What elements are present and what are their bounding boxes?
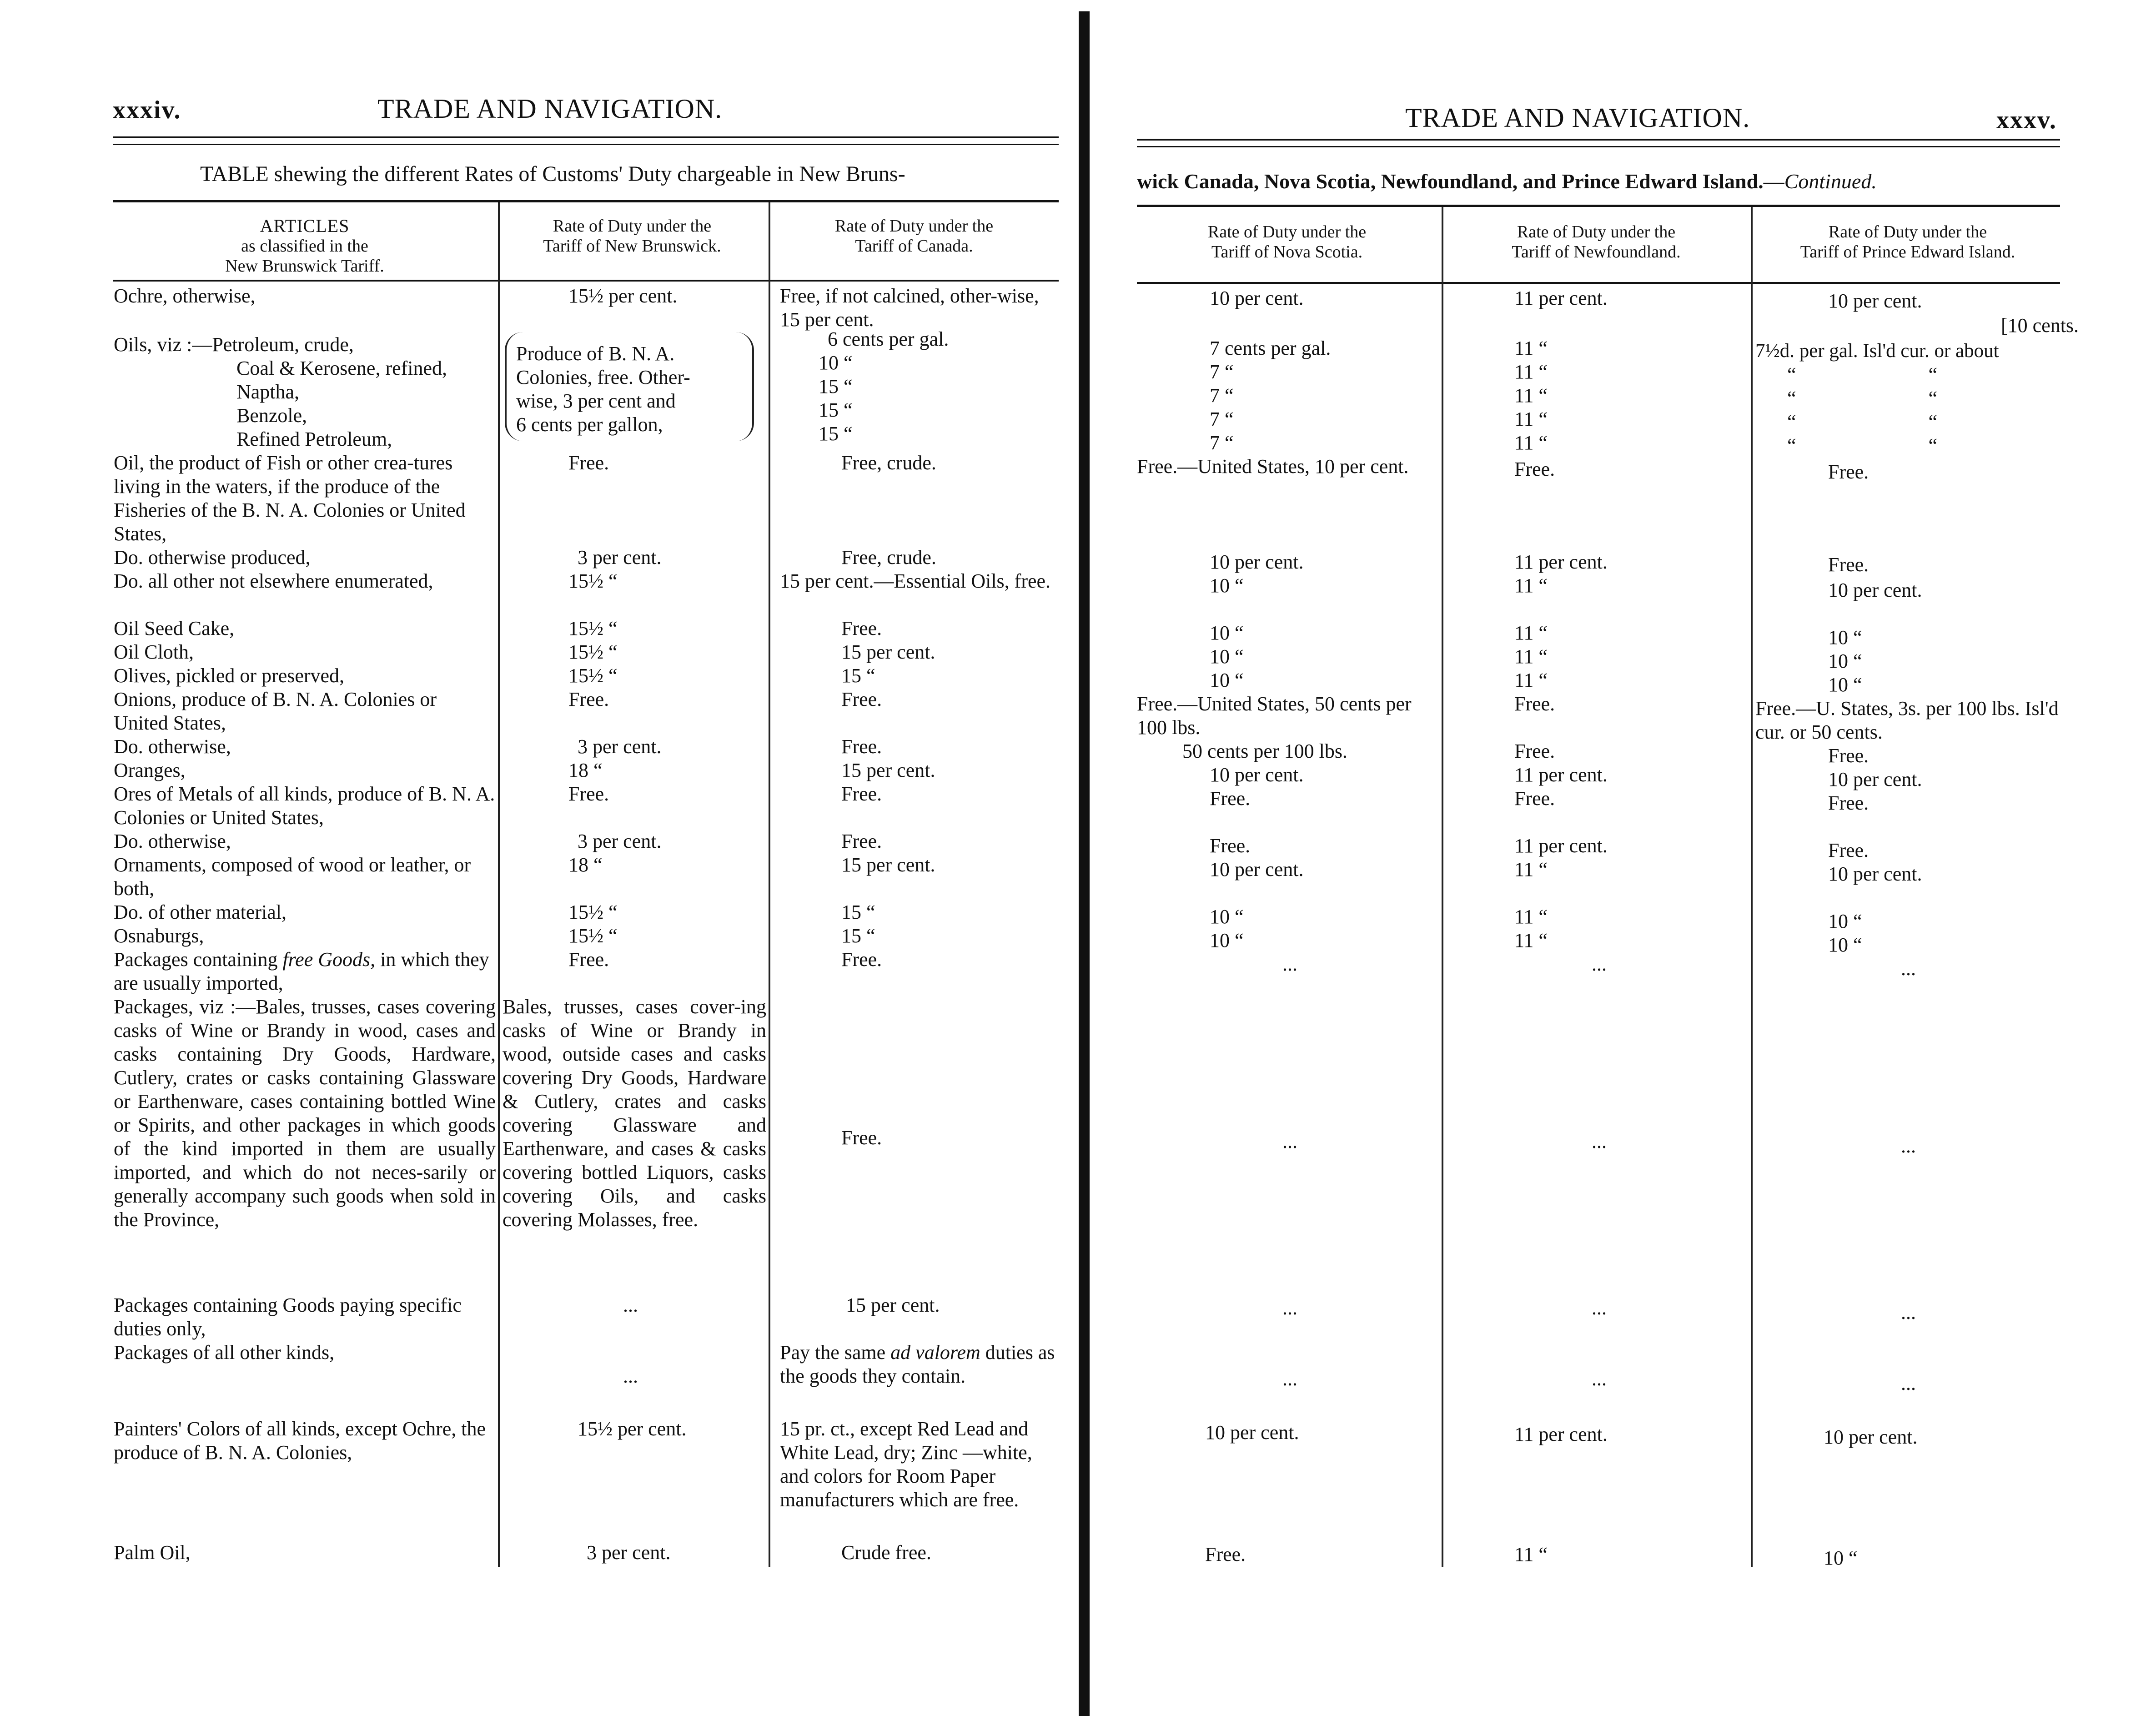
row-oils-sub-3: Benzole, [236, 404, 307, 427]
r-do-otherwise-pe: Free. [1828, 554, 1869, 576]
row-oil-seed-cake-article: Oil Seed Cake, [114, 617, 235, 639]
r-pkg-all-nf: ... [1592, 1368, 1607, 1390]
right-head-rule-2 [1137, 146, 2060, 147]
r-seed-cake-nf: 11 “ [1514, 622, 1548, 644]
r-pkg-specific-pe: ... [1901, 1301, 1916, 1323]
r-orn-do-pe: 10 “ [1828, 910, 1862, 932]
row-oils-nb-4: 6 cents per gallon, [516, 413, 663, 436]
col-header-nf-line2: Tariff of Newfoundland. [1512, 242, 1681, 262]
row-pkg-all-ca [780, 1341, 1057, 1388]
row-ores-do-ca: Free. [841, 830, 882, 852]
r-onions-do-nf: Free. [1514, 740, 1555, 762]
r-oils-nf-5: 11 “ [1514, 432, 1548, 454]
r-oils-nf-3: 11 “ [1514, 384, 1548, 407]
r-oils-pe-3: “ “ [1787, 387, 1938, 409]
r-ores-do-nf: 11 per cent. [1514, 835, 1608, 857]
r-ores-do-pe: Free. [1828, 839, 1869, 861]
r-ornaments-ns: 10 per cent. [1210, 858, 1304, 881]
r-oils-nf-4: 11 “ [1514, 408, 1548, 430]
row-palm-article: Palm Oil, [114, 1541, 191, 1564]
r-oils-pe-1: 7½d. per gal. Isl'd cur. or about [1755, 340, 1999, 362]
right-head-rule-1 [1137, 139, 2060, 141]
r-ochre-pe-note: [10 cents. [2001, 314, 2079, 337]
row-oils-ca-3: 15 “ [819, 375, 853, 398]
row-do-otherwise-ca: Free, crude. [841, 546, 936, 569]
r-pkg-specific-ns: ... [1282, 1297, 1297, 1319]
row-do-otherwise-nb: 3 per cent. [578, 546, 662, 569]
r-pkg-viz-ns: ... [1282, 1130, 1297, 1152]
r-pkg-free-nf: ... [1592, 953, 1607, 975]
r-palm-ns: Free. [1205, 1543, 1246, 1565]
r-olives-ns: 10 “ [1210, 669, 1244, 691]
row-oils-nb-2: Colonies, free. Other- [516, 366, 690, 388]
row-oils-ca-5: 15 “ [819, 423, 853, 445]
row-pkg-free-nb: Free. [568, 948, 609, 971]
row-do-all-other-article: Do. all other not elsewhere enumerated, [114, 570, 433, 592]
col-header-canada [773, 216, 1055, 256]
r-cloth-pe: 10 “ [1828, 650, 1862, 672]
row-onions-do-nb: 3 per cent. [578, 735, 662, 758]
r-ores-ns: Free. [1210, 787, 1251, 810]
r-painters-pe: 10 per cent. [1824, 1426, 1918, 1448]
left-caption-rule [113, 200, 1059, 202]
r-ornaments-pe: 10 per cent. [1828, 863, 1922, 885]
pkg-all-ca-b: duties as the goods they contain. [780, 1341, 1055, 1387]
r-ores-do-ns: Free. [1210, 835, 1251, 857]
row-osnaburgs-ca: 15 “ [841, 925, 875, 947]
caption-continued: Continued. [1784, 170, 1877, 193]
r-osnaburgs-nf: 11 “ [1514, 929, 1548, 951]
r-fish-pe: Free. [1828, 461, 1869, 483]
row-pkg-free-ca: Free. [841, 948, 882, 971]
row-oils-ca-4: 15 “ [819, 399, 853, 421]
col-header-new-brunswick [500, 216, 764, 256]
left-page-number: xxxiv. [113, 96, 181, 124]
col-header-ns-line1: Rate of Duty under the [1207, 222, 1367, 242]
row-oil-seed-cake-ca: Free. [841, 617, 882, 639]
row-oils-sub-2: Naptha, [236, 381, 300, 403]
r-oils-ns-2: 7 “ [1210, 361, 1234, 383]
r-oils-pe-2: “ “ [1787, 363, 1938, 386]
r-ochre-nf: 11 per cent. [1514, 287, 1608, 309]
row-oil-fish-ca: Free, crude. [841, 452, 936, 474]
r-do-otherwise-nf: 11 per cent. [1514, 551, 1608, 573]
row-osnaburgs-nb: 15½ “ [568, 925, 618, 947]
row-olives-ca: 15 “ [841, 664, 875, 687]
r-do-all-other-ns: 10 “ [1210, 574, 1244, 597]
row-onions-nb: Free. [568, 688, 609, 710]
row-pkg-specific-article: Packages containing Goods paying specific duties only, [114, 1294, 462, 1340]
col-header-articles [114, 216, 496, 276]
col-header-pei [1755, 222, 2060, 262]
row-pkg-specific-ca: 15 per cent. [846, 1294, 940, 1316]
r-painters-ns: 10 per cent. [1205, 1421, 1299, 1444]
col-header-ca-line2: Tariff of Canada. [855, 237, 973, 256]
col-header-ns-line2: Tariff of Nova Scotia. [1211, 242, 1363, 262]
row-oranges-article: Oranges, [114, 759, 186, 781]
row-ores-do-nb: 3 per cent. [578, 830, 662, 852]
right-header-rule [1137, 282, 2060, 284]
row-pkg-all-article: Packages of all other kinds, [114, 1341, 335, 1364]
book-gutter [1079, 11, 1090, 1716]
r-oils-ns-5: 7 “ [1210, 432, 1234, 454]
row-ornaments-article: Ornaments, composed of wood or leather, or both, [114, 854, 471, 900]
row-olives-article: Olives, pickled or preserved, [114, 664, 345, 687]
col-header-nb-line2: Tariff of New Brunswick. [543, 237, 721, 256]
row-oils-sub-4: Refined Petroleum, [236, 428, 392, 450]
row-oils-ca-1: 6 cents per gal. [828, 328, 949, 350]
r-pkg-specific-nf: ... [1592, 1297, 1607, 1319]
row-oil-fish-nb: Free. [568, 452, 609, 474]
row-pkg-viz-nb: Bales, trusses, cases cover-ing casks of Wine or Brandy in wood, outside cases and casks covering Dry Goods, Hardware & Cutlery, crates and casks covering Glassware and Earthenware, and cases & casks covering bottled Liquors, casks covering Oils, and casks covering Molasses, free. [503, 996, 766, 1231]
row-pkg-viz-ca: Free. [841, 1127, 882, 1149]
row-ornaments-do-ca: 15 “ [841, 901, 875, 923]
row-pkg-specific-nb: ... [623, 1294, 638, 1316]
r-cloth-nf: 11 “ [1514, 645, 1548, 668]
r-fish-nf: Free. [1514, 458, 1555, 480]
r-pkg-viz-pe: ... [1901, 1135, 1916, 1157]
r-ores-nf: Free. [1514, 787, 1555, 810]
r-oils-ns-4: 7 “ [1210, 408, 1234, 430]
r-onions-do-pe: Free. [1828, 745, 1869, 767]
row-oils-nb-1: Produce of B. N. A. [516, 342, 675, 365]
row-ores-ca: Free. [841, 783, 882, 805]
row-oil-cloth-article: Oil Cloth, [114, 641, 194, 663]
r-do-all-other-pe: 10 per cent. [1828, 579, 1922, 601]
r-pkg-all-ns: ... [1282, 1368, 1297, 1390]
r-pkg-free-pe: ... [1901, 957, 1916, 980]
r-ores-pe: Free. [1828, 792, 1869, 814]
r-painters-nf: 11 per cent. [1514, 1423, 1608, 1445]
r-palm-nf: 11 “ [1514, 1543, 1548, 1565]
right-running-head: TRADE AND NAVIGATION. [1405, 103, 1750, 133]
row-ores-do-article: Do. otherwise, [114, 830, 231, 852]
r-onions-nf: Free. [1514, 693, 1555, 715]
r-orn-do-ns: 10 “ [1210, 906, 1244, 928]
col-header-ca-line1: Rate of Duty under the [834, 216, 994, 236]
row-onions-do-article: Do. otherwise, [114, 735, 231, 758]
r-cloth-ns: 10 “ [1210, 645, 1244, 668]
r-onions-pe: Free.—U. States, 3s. per 100 lbs. Isl'd cur. or 50 cents. [1755, 697, 2059, 743]
row-pkg-viz-article: Packages, viz :—Bales, trusses, cases covering casks of Wine or Brandy in wood, cases and casks containing Dry Goods, Hardware, Cutlery, crates or casks containing Glassware or Earthenware, cases containing bottled Wine or Spirits, and other packages in which goods of the kind imported in them are usually imported, and which do not neces-sarily or generally accompany such goods when sold in the Province, [114, 996, 496, 1231]
row-ornaments-do-nb: 15½ “ [568, 901, 618, 923]
col-header-articles-line2: as classified in the [241, 237, 368, 256]
pkg-free-text-b: in which they are usually imported, [114, 948, 489, 994]
r-fish-ns: Free.—United States, 10 per cent. [1137, 455, 1409, 478]
r-osnaburgs-pe: 10 “ [1828, 934, 1862, 956]
row-ornaments-do-article: Do. of other material, [114, 901, 286, 923]
right-caption-rule [1137, 205, 2060, 207]
left-header-rule [113, 280, 1059, 282]
row-ochre-article: Ochre, otherwise, [114, 285, 256, 307]
col-header-newfoundland [1446, 222, 1746, 262]
left-running-head: TRADE AND NAVIGATION. [377, 94, 723, 124]
row-ornaments-nb: 18 “ [568, 854, 603, 876]
row-ochre-nb: 15½ per cent. [568, 285, 678, 307]
pkg-free-text-italic: free Goods, [282, 948, 376, 971]
row-oils-sub-1: Coal & Kerosene, refined, [236, 357, 447, 379]
row-oils-article: Oils, viz :—Petroleum, crude, [114, 333, 354, 356]
table-caption-part2 [1137, 169, 1877, 193]
r-olives-pe: 10 “ [1828, 674, 1862, 696]
row-onions-article: Onions, produce of B. N. A. Colonies or United States, [114, 688, 437, 734]
left-col-divider-1 [498, 202, 500, 1567]
pkg-all-ca-a: Pay the same [780, 1341, 891, 1364]
row-oil-fish-article: Oil, the product of Fish or other crea-tures living in the waters, if the produce of the Fisheries of the B. N. A. Colonies or United States, [114, 452, 466, 545]
r-pkg-all-pe: ... [1901, 1372, 1916, 1394]
col-header-nova-scotia [1137, 222, 1437, 262]
r-oils-pe-5: “ “ [1787, 434, 1938, 457]
row-olives-nb: 15½ “ [568, 664, 618, 687]
left-head-rule-1 [113, 136, 1059, 138]
col-header-articles-line3: New Brunswick Tariff. [225, 257, 384, 276]
left-col-divider-2 [769, 202, 770, 1567]
row-ores-nb: Free. [568, 783, 609, 805]
r-seed-cake-ns: 10 “ [1210, 622, 1244, 644]
row-oranges-ca: 15 per cent. [841, 759, 935, 781]
row-pkg-free-article [114, 948, 496, 995]
r-onions-ns: Free.—United States, 50 cents per 100 lbs. [1137, 693, 1412, 739]
row-ores-article: Ores of Metals of all kinds, produce of B. N. A. Colonies or United States, [114, 783, 495, 829]
row-onions-do-ca: Free. [841, 735, 882, 758]
row-oil-cloth-ca: 15 per cent. [841, 641, 935, 663]
r-oranges-ns: 10 per cent. [1210, 764, 1304, 786]
col-header-pei-line1: Rate of Duty under the [1828, 222, 1987, 242]
r-oils-nf-1: 11 “ [1514, 337, 1548, 359]
row-palm-ca: Crude free. [841, 1541, 931, 1564]
r-onions-do-ns: 50 cents per 100 lbs. [1182, 740, 1347, 762]
r-oils-pe-4: “ “ [1787, 411, 1938, 433]
r-oils-nf-2: 11 “ [1514, 361, 1548, 383]
right-col-divider-2 [1751, 207, 1753, 1567]
r-pkg-viz-nf: ... [1592, 1130, 1607, 1152]
pkg-free-text-a: Packages containing [114, 948, 283, 971]
row-pkg-all-nb: ... [623, 1365, 638, 1387]
r-oils-ns-3: 7 “ [1210, 384, 1234, 407]
row-painters-article: Painters' Colors of all kinds, except Ochre, the produce of B. N. A. Colonies, [114, 1418, 486, 1464]
r-do-all-other-nf: 11 “ [1514, 574, 1548, 597]
caption-part2-text: wick Canada, Nova Scotia, Newfoundland, and Prince Edward Island.— [1137, 170, 1784, 193]
col-header-nf-line1: Rate of Duty under the [1517, 222, 1676, 242]
row-do-all-other-nb: 15½ “ [568, 570, 618, 592]
row-oil-seed-cake-nb: 15½ “ [568, 617, 618, 639]
col-header-articles-line1: ARTICLES [260, 216, 350, 236]
r-pkg-free-ns: ... [1282, 953, 1297, 975]
row-painters-nb: 15½ per cent. [578, 1418, 687, 1440]
row-onions-ca: Free. [841, 688, 882, 710]
r-ochre-ns: 10 per cent. [1210, 287, 1304, 309]
row-oils-nb-3: wise, 3 per cent and [516, 390, 676, 412]
r-palm-pe: 10 “ [1824, 1547, 1858, 1569]
row-osnaburgs-article: Osnaburgs, [114, 925, 204, 947]
r-osnaburgs-ns: 10 “ [1210, 929, 1244, 951]
row-oil-cloth-nb: 15½ “ [568, 641, 618, 663]
r-oranges-pe: 10 per cent. [1828, 768, 1922, 790]
col-header-pei-line2: Tariff of Prince Edward Island. [1800, 242, 2015, 262]
row-ochre-ca: Free, if not calcined, other-wise, 15 per cent. [780, 285, 1039, 331]
r-seed-cake-pe: 10 “ [1828, 626, 1862, 649]
row-oranges-nb: 18 “ [568, 759, 603, 781]
col-header-nb-line1: Rate of Duty under the [553, 216, 712, 236]
row-ornaments-ca: 15 per cent. [841, 854, 935, 876]
right-page-number: xxxv. [1996, 106, 2057, 134]
row-oils-ca-2: 10 “ [819, 352, 853, 374]
r-do-otherwise-ns: 10 per cent. [1210, 551, 1304, 573]
left-head-rule-2 [113, 144, 1059, 145]
r-oils-ns-1: 7 cents per gal. [1210, 337, 1331, 359]
row-painters-ca: 15 pr. ct., except Red Lead and White Lead, dry; Zinc —white, and colors for Room Paper manufacturers which are free. [780, 1418, 1032, 1511]
right-col-divider-1 [1442, 207, 1443, 1567]
r-ochre-pe: 10 per cent. [1828, 290, 1922, 312]
r-orn-do-nf: 11 “ [1514, 906, 1548, 928]
row-do-all-other-ca: 15 per cent.—Essential Oils, free. [780, 570, 1051, 592]
row-do-otherwise-article: Do. otherwise produced, [114, 546, 311, 569]
r-olives-nf: 11 “ [1514, 669, 1548, 691]
r-ornaments-nf: 11 “ [1514, 858, 1548, 881]
table-caption-part1: TABLE shewing the different Rates of Customs' Duty chargeable in New Bruns- [200, 162, 905, 186]
r-oranges-nf: 11 per cent. [1514, 764, 1608, 786]
pkg-all-ca-italic: ad valorem [890, 1341, 980, 1364]
row-palm-nb: 3 per cent. [587, 1541, 671, 1564]
